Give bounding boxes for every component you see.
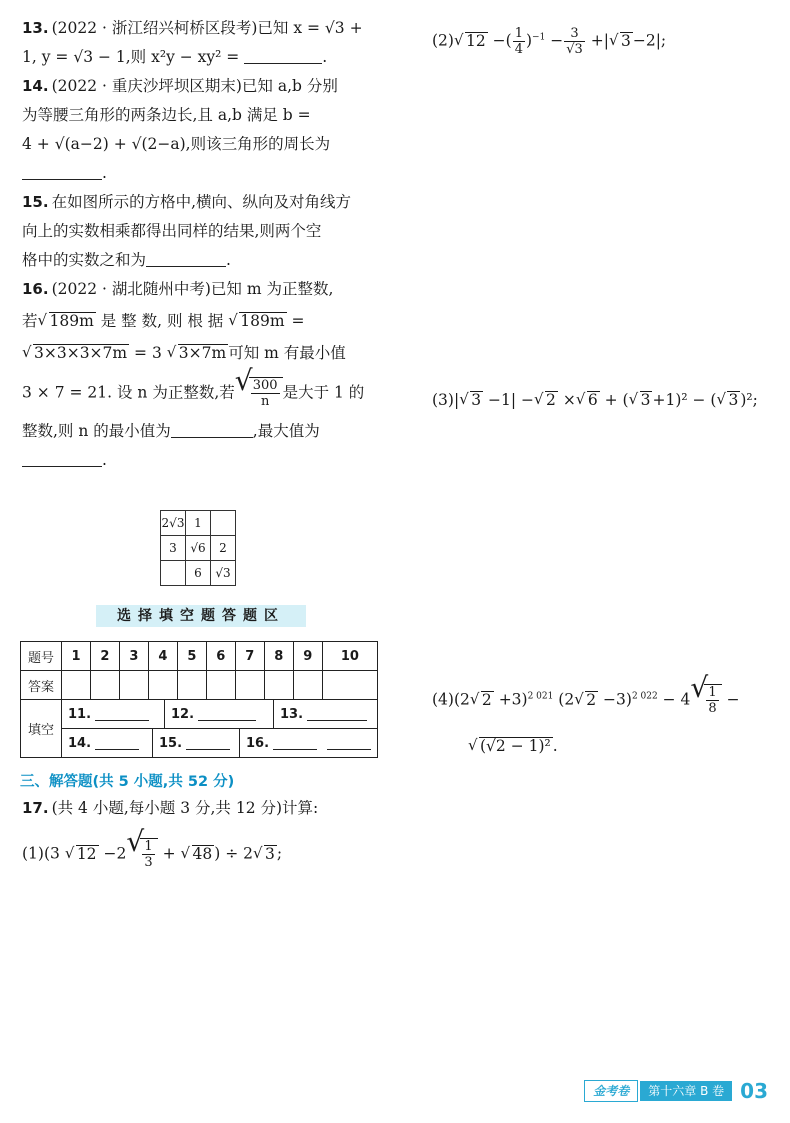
sqrt-189m: √ 189m: [38, 311, 96, 331]
row-label-number: 题号: [21, 642, 62, 671]
sqrt-3x7m: √ 3×7m: [167, 343, 228, 363]
q17-part3: (3)|√ 3 −1| −√ 2 ×√ 6 + (√ 3 +1)² − (√ 3 )²;: [432, 390, 758, 410]
answer-cell[interactable]: [62, 671, 91, 700]
section-heading-3: 三、解答题(共 5 小题,共 52 分): [20, 774, 235, 790]
sqrt-300-over-n: √ $\frac{300}{n}$: [235, 377, 283, 409]
q16: 16. (2022 · 湖北随州中考)已知 m 为正整数,: [22, 280, 334, 298]
answer-blank-13[interactable]: [244, 49, 322, 64]
page-footer: [584, 1079, 768, 1103]
answer-cell[interactable]: [90, 671, 119, 700]
q17: 17. (共 4 小题,每小题 3 分,共 12 分)计算: (1)(3 √ 12 −2 √ $\frac{1}{3}$ + √ 48 ) ÷ 2√ 3 ;: [22, 798, 382, 879]
q17-part2: (2)√ 12 −( $\frac{1}{4}$ )$^{-1}$ − $\frac{3}{√3}$ +|√ 3 −2|;: [432, 26, 772, 57]
chapter-label: 第十六章 B 卷: [640, 1081, 732, 1101]
answer-blank-15[interactable]: [146, 252, 226, 267]
grid-cell-blank: [211, 511, 236, 536]
sqrt-factor: √ 3×3×3×7m: [22, 343, 129, 363]
fill-cell-16[interactable]: 16.: [240, 729, 377, 757]
q17-part4: (4)(2√ 2 +3)$^{2 021}$ (2√ 2 −3)$^{2 022}$ − 4 √ $\frac{1}{8}$ −: [432, 684, 740, 716]
answer-area-title: 选择填空题答题区: [96, 605, 306, 627]
page-number: 03: [740, 1079, 768, 1103]
grid-cell: 2√3: [161, 511, 186, 536]
grid-cell: 2: [211, 536, 236, 561]
answer-cell[interactable]: [293, 671, 322, 700]
sqrt-189m-2: √ 189m: [228, 311, 286, 331]
grid-cell: √3: [211, 561, 236, 586]
answer-blank-16-min[interactable]: [171, 423, 253, 438]
grid-cell-blank: [161, 561, 186, 586]
grid-cell: 3: [161, 536, 186, 561]
answer-cell[interactable]: [235, 671, 264, 700]
fill-cell-13[interactable]: 13.: [274, 700, 377, 728]
answer-blank-14[interactable]: [22, 165, 102, 180]
grid-cell: 6: [186, 561, 211, 586]
grid-cell: √6: [186, 536, 211, 561]
fill-cell-14[interactable]: 14.: [62, 729, 153, 757]
answer-cell[interactable]: [264, 671, 293, 700]
answer-cell[interactable]: [148, 671, 177, 700]
fill-cell-15[interactable]: 15.: [153, 729, 240, 757]
row-label-fill: 填空: [21, 700, 62, 758]
left-column: 13. (2022 · 浙江绍兴柯桥区段考)已知 x = √3 + 1, y = √3 − 1,则 x²y − xy² = . 14. (2022 · 重庆沙坪坝区期末)已知 a,b 分别 为等腰三角形的两条边长,且 a,b 满足 b = 4 + √(a−2) + √(2−a),则该三角形的周长为 . 15. 在如图所示的方格中,横向、纵向及对角线方 向上的实数相乘都得出同样的结果,则两个空 格中的实数之和为 . 16. (2022 · 湖北随州中考)已知 m 为正整数, 若√ 189m 是 整 数, 则 根 据 √ 189m = √ 3×3×3×7m = 3 √ 3×7m 可知 m 有最小值 3 × 7 = 21. 设 n 为正整数,若 √ $\frac{300}{n}$ 是大于 1 的 整数,则 n 的最小值为 ,最大值为 .: [22, 18, 382, 479]
answer-cell[interactable]: [119, 671, 148, 700]
grid-cell: 1: [186, 511, 211, 536]
fill-cell-11[interactable]: 11.: [62, 700, 165, 728]
q14: 14. (2022 · 重庆沙坪坝区期末)已知 a,b 分别: [22, 77, 338, 95]
fill-cell-12[interactable]: 12.: [165, 700, 274, 728]
q13: 13. (2022 · 浙江绍兴柯桥区段考)已知 x = √3 +: [22, 19, 363, 37]
brand-logo: 金考卷: [584, 1080, 638, 1102]
answer-table: 题号 1 2 3 4 5 6 7 8 9 10 答案 填空 11. 12. 13. 14. 15. 16.: [20, 641, 378, 758]
answer-cell[interactable]: [206, 671, 235, 700]
answer-cell[interactable]: [177, 671, 206, 700]
q17-part1: (1)(3 √ 12 −2 √ $\frac{1}{3}$ + √ 48 ) ÷ 2√ 3 ;: [22, 838, 382, 870]
answer-cell[interactable]: [322, 671, 377, 700]
answer-blank-16-max[interactable]: [22, 452, 102, 467]
q15: 15. 在如图所示的方格中,横向、纵向及对角线方: [22, 193, 352, 211]
magic-square-figure: [160, 510, 236, 586]
right-column: (2)√ 12 −( $\frac{1}{4}$ )$^{-1}$ − $\frac{3}{√3}$ +|√ 3 −2|; (3)|√ 3 −1| −√ 2 ×√ 6 + (√ 3 +1)² − (√ 3 )²; (4)(2√ 2 +3)$^{2 021}$ (2√ 2 −3)$^{2 022}$ − 4 √ $\frac{1}{8}$ − √ (√2 − 1)² .: [432, 18, 772, 66]
row-label-answer: 答案: [21, 671, 62, 700]
